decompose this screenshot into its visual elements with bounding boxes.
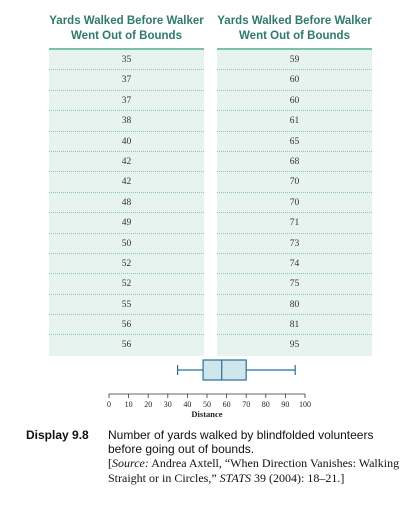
table-column-left (49, 10, 204, 356)
x-tick-label: 20 (144, 400, 153, 409)
table-cell: 70 (217, 193, 372, 213)
column-header-left-line1: Yards Walked Before Walker (49, 15, 204, 27)
table-cell: 68 (217, 152, 372, 172)
x-tick-label: 10 (124, 400, 133, 409)
table-cell: 52 (49, 274, 204, 294)
table-cell: 40 (49, 132, 204, 152)
column-body-left (49, 50, 204, 356)
source-prefix: [ (108, 456, 112, 470)
display-caption: Number of yards walked by blindfolded volunteers before going out of bounds. (108, 428, 374, 456)
table-cell: 73 (217, 234, 372, 254)
table-cell: 65 (217, 132, 372, 152)
table-cell: 37 (49, 70, 204, 90)
table-cell: 52 (49, 254, 204, 274)
table-cell: 35 (49, 50, 204, 70)
table-cell: 49 (49, 213, 204, 233)
iqr-box (203, 360, 246, 380)
table-cell: 38 (49, 111, 204, 131)
table-cell: 71 (217, 213, 372, 233)
table-cell: 56 (121, 340, 132, 351)
source-volume-pages: 39 (2004): 18–21.] (251, 471, 345, 485)
table-cell: 60 (217, 91, 372, 111)
source-author-title: Andrea Axtell, “When Direction Vanishes: Walking Straight or in Circles,” (108, 456, 400, 485)
column-header-right (217, 10, 372, 50)
table-cell: 75 (217, 274, 372, 294)
column-body-right (217, 50, 372, 356)
table-cell: 55 (49, 295, 204, 315)
x-tick-label: 40 (183, 400, 192, 409)
x-tick-label: 30 (163, 400, 172, 409)
table-cell: 61 (217, 111, 372, 131)
source-citation (108, 456, 408, 486)
x-axis-label: Distance (191, 409, 223, 419)
table-cell: 81 (217, 315, 372, 335)
x-tick-label: 90 (281, 400, 290, 409)
x-tick-label: 100 (299, 400, 311, 409)
x-tick-label: 60 (222, 400, 231, 409)
table-cell: 42 (49, 172, 204, 192)
table-cell: 50 (49, 234, 204, 254)
table-cell: 74 (217, 254, 372, 274)
table-cell: 60 (217, 70, 372, 90)
table-cell: 48 (49, 193, 204, 213)
x-tick-label: 0 (107, 400, 111, 409)
source-journal: STATS (219, 471, 251, 485)
column-header-left-line2: Went Out of Bounds (71, 30, 182, 42)
column-header-left (49, 10, 204, 50)
x-tick-label: 80 (261, 400, 270, 409)
distance-boxplot (0, 352, 416, 426)
table-cell: 59 (217, 50, 372, 70)
x-tick-label: 50 (203, 400, 211, 409)
table-cell: 70 (217, 172, 372, 192)
table-cell: 37 (49, 91, 204, 111)
table-cell: 95 (289, 340, 300, 351)
table-cell: 42 (49, 152, 204, 172)
column-header-right-line1: Yards Walked Before Walker (217, 15, 372, 27)
table-cell: 56 (49, 315, 204, 335)
display-label: Display 9.8 (26, 428, 89, 442)
table-cell: 80 (217, 295, 372, 315)
x-tick-label: 70 (242, 400, 251, 409)
table-column-right (217, 10, 372, 356)
column-header-right-line2: Went Out of Bounds (239, 30, 350, 42)
source-label: Source: (112, 456, 149, 470)
